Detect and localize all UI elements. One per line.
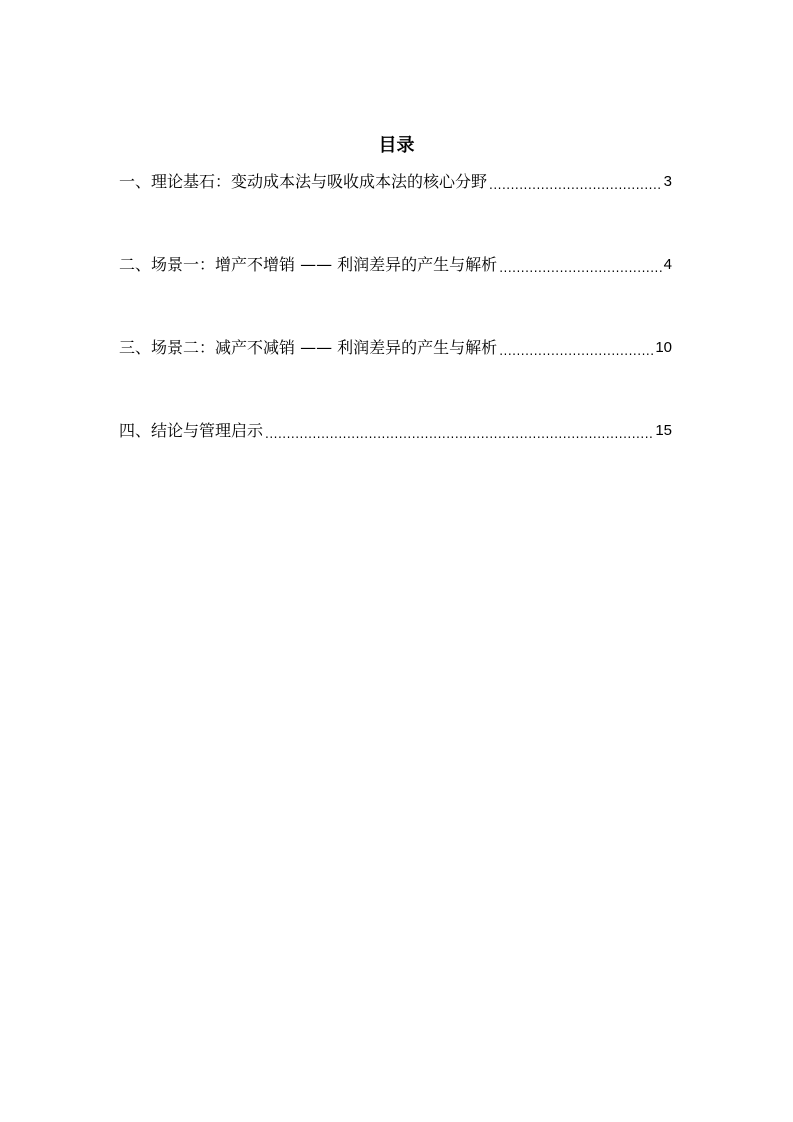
toc-dot-leader [265,419,653,443]
toc-dot-leader [489,170,662,194]
toc-entry-text: 二、场景一：增产不增销 —— 利润差异的产生与解析 [119,255,498,274]
toc-entry-text: 一、理论基石：变动成本法与吸收成本法的核心分野 [119,172,488,191]
toc-page-number: 4 [663,256,672,273]
toc-entry-2[interactable] [119,253,672,277]
toc-title: 目录 [378,135,415,156]
toc-page-number: 3 [663,173,672,190]
toc-entry-text: 四、结论与管理启示 [119,421,264,440]
toc-entry-text: 三、场景二：减产不减销 —— 利润差异的产生与解析 [119,338,498,357]
toc-page-number: 15 [655,422,672,439]
toc-page-number: 10 [655,339,672,356]
toc-dot-leader [499,253,661,277]
toc-dot-leader [499,336,653,360]
toc-entry-4[interactable] [119,419,672,443]
toc-entry-1[interactable] [119,170,672,194]
toc-entry-3[interactable] [119,336,672,360]
